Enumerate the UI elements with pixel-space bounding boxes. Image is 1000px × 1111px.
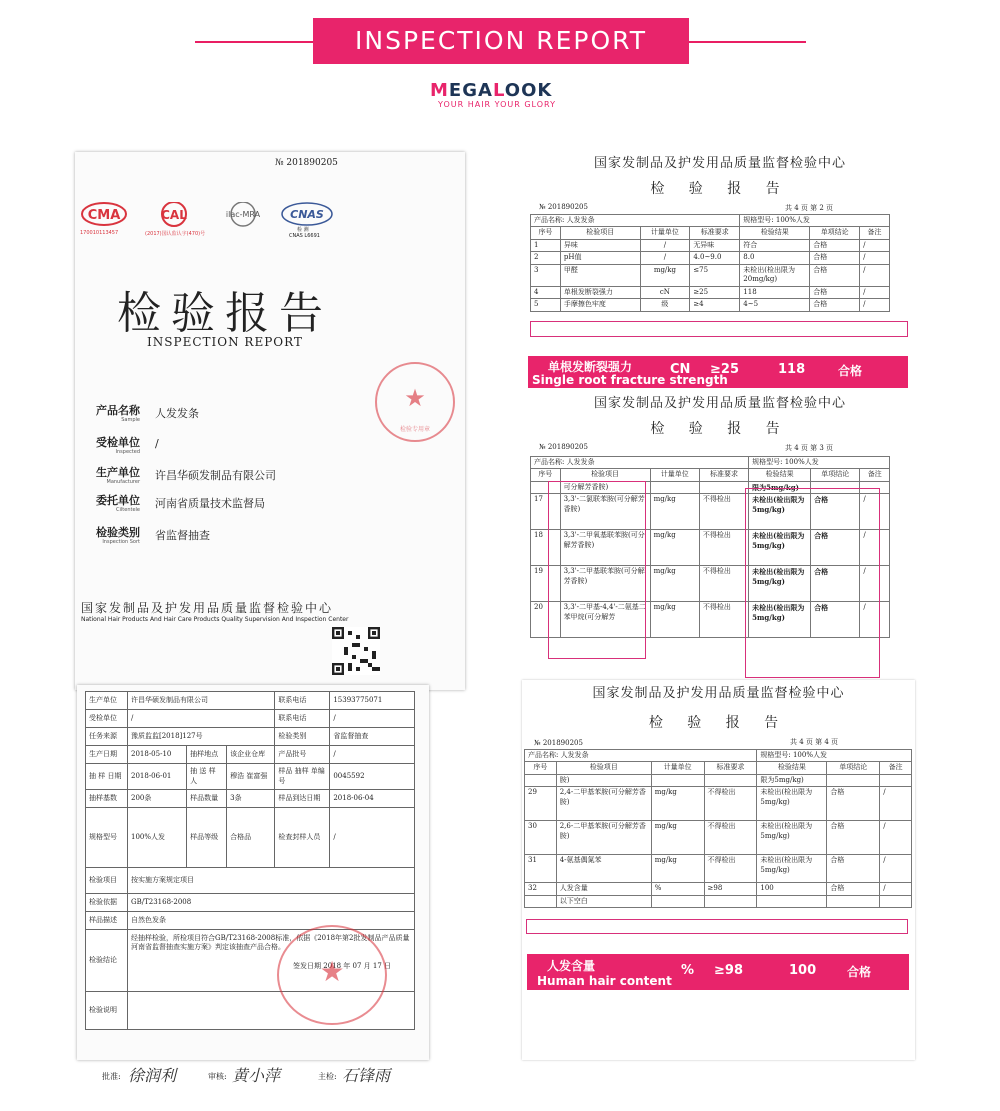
- page3-table: 产品名称: 人发发条 规格型号: 100%人发 序号 检验项目 计量单位 标准要求 检验结果 单项结论 备注 可分解芳香胺) 限为5mg/kg) 17 3,3'-二氯联苯胺(可分解芳香胺) mg/kg 不得检出 未检出(检出限为5mg/kg) 合格 / 18 3,3'-二甲氧基联苯胺(可分解芳香胺) mg/kg 不得检出 未检出(检出限为5mg/kg) 合格 / 19 3,3'-二甲基联苯胺(可分解芳香胺) mg/kg 不得检出 未检出(检出限为5mg/kg) 合格 / 20 3,3'-二甲基-4,4'-二氨基二苯甲烷(可分解芳 mg/kg 不得检出 未检出(检出限为5mg/kg) 合格 /: [530, 456, 890, 638]
- field-sample: 产品名称 Sample 人发发条: [96, 404, 199, 423]
- page2-title: 检 验 报 告: [650, 181, 790, 197]
- approve-signature: 徐润利: [128, 1066, 177, 1085]
- svg-text:CNAS: CNAS: [290, 208, 324, 221]
- page2-report-no: № 201890205: [539, 203, 588, 211]
- main-label: 主检:: [318, 1072, 337, 1081]
- table-row: 19 3,3'-二甲基联苯胺(可分解芳香胺) mg/kg 不得检出 未检出(检出限为5mg/kg) 合格 /: [531, 566, 890, 602]
- review-label: 审核:: [208, 1072, 227, 1081]
- svg-text:ilac-MRA: ilac-MRA: [225, 210, 261, 219]
- table-row: 18 3,3'-二甲氧基联苯胺(可分解芳香胺) mg/kg 不得检出 未检出(检出限为5mg/kg) 合格 /: [531, 530, 890, 566]
- red-seal-stamp: ★ 检验专用章: [375, 362, 455, 442]
- table-row: 29 2,4-二甲基苯胺(可分解芳香胺) mg/kg 不得检出 未检出(检出限为5mg/kg) 合格 /: [525, 787, 912, 821]
- cal-logo: [150, 202, 198, 230]
- field-inspected-value: /: [155, 437, 159, 450]
- cnas-small: 检 测: [297, 227, 309, 233]
- page4-report-no: № 201890205: [534, 739, 583, 747]
- table-row: 4 单根发断裂强力 cN ≥25 118 合格 /: [531, 286, 890, 298]
- ilac-logo: [217, 202, 265, 230]
- table-row: 20 3,3'-二甲基-4,4'-二氨基二苯甲烷(可分解芳 mg/kg 不得检出 未检出(检出限为5mg/kg) 合格 /: [531, 602, 890, 638]
- cma-logo: [80, 202, 128, 230]
- page2-highlight-box: [530, 321, 908, 337]
- highlight-item-en: Single root fracture strength: [532, 373, 728, 387]
- highlight-item-cn: 人发含量: [547, 959, 596, 973]
- page3-report-no: № 201890205: [539, 443, 588, 451]
- page4-table: 产品名称: 人发发条 规格型号: 100%人发 序号 检验项目 计量单位 标准要求 检验结果 单项结论 备注 胺) 限为5mg/kg) 29 2,4-二甲基苯胺(可分解芳香胺) mg/kg 不得检出 未检出(检出限为5mg/kg) 合格 / 30 2,6-二甲基苯胺(可分解芳香胺) mg/kg 不得检出 未检出(检出限为5mg/kg) 合格 / 31 4-氨基偶氮苯 mg/kg 不得检出 未检出(检出限为5mg/kg) 合格 / 32 人发含量 % ≥98 100 合格 / 以下空白: [524, 749, 912, 908]
- highlight-req: ≥25: [710, 362, 739, 377]
- page3-org: 国家发制品及护发用品质量监督检验中心: [593, 396, 846, 411]
- field-sort-value: 省监督抽查: [155, 529, 210, 542]
- summary-conclusion: 经抽样检验，所检项目符合GB/T23168-2008标准，依据《2018年第2批发制品产品质量河南省监督抽查实施方案》判定该抽查产品合格。: [131, 934, 410, 952]
- page4-page-info: 共 4 页 第 4 页: [790, 738, 839, 746]
- page4-highlight-bar: [527, 954, 909, 990]
- signature-row: [90, 1065, 430, 1095]
- highlight-req: ≥98: [714, 963, 743, 978]
- center-name-en: National Hair Products And Hair Care Products Quality Supervision And Inspection Center: [81, 616, 349, 623]
- summary-sheet: [77, 685, 429, 1060]
- table-row: 30 2,6-二甲基苯胺(可分解芳香胺) mg/kg 不得检出 未检出(检出限为5mg/kg) 合格 /: [525, 821, 912, 855]
- summary-seal-stamp: ★: [277, 925, 387, 1025]
- table-row: 1 异味 / 无异味 符合 合格 /: [531, 239, 890, 251]
- cal-caption: (2017)国认监认字(470)号: [145, 231, 206, 237]
- table-row: 2 pH值 / 4.0~9.0 8.0 合格 /: [531, 252, 890, 264]
- field-client: 委托单位 Ciltentele 河南省质量技术监督局: [96, 494, 265, 513]
- brand-tagline: YOUR HAIR YOUR GLORY: [438, 100, 556, 109]
- svg-text:CMA: CMA: [87, 208, 121, 223]
- banner-title: INSPECTION REPORT: [313, 18, 689, 64]
- highlight-result: 118: [778, 362, 806, 377]
- highlight-conclusion: 合格: [838, 364, 863, 378]
- highlight-unit: CN: [670, 362, 691, 377]
- cover-title: 检验报告: [117, 288, 333, 339]
- highlight-item-cn: 单根发断裂强力: [548, 360, 633, 374]
- svg-text:CAL: CAL: [161, 208, 187, 222]
- page3-item-highlight: [548, 481, 646, 659]
- cnas-caption: CNAS L6691: [289, 233, 320, 239]
- review-signature: 黄小萍: [232, 1066, 281, 1085]
- center-name: 国家发制品及护发用品质量监督检验中心: [81, 601, 334, 615]
- field-client-value: 河南省质量技术监督局: [155, 497, 265, 510]
- qr-code: [332, 627, 380, 675]
- field-sort: 检验类别 Inspection Sort 省监督抽查: [96, 526, 210, 545]
- page4-title: 检 验 报 告: [648, 715, 789, 731]
- brand-logo: MEGALOOK: [430, 80, 553, 101]
- page4-highlight-box: [526, 919, 908, 934]
- table-row: 32 人发含量 % ≥98 100 合格 /: [525, 883, 912, 895]
- page2-org: 国家发制品及护发用品质量监督检验中心: [593, 156, 846, 171]
- page3-title: 检 验 报 告: [650, 421, 790, 437]
- summary-issue-date: 签发日期 2018 年 07 月 17 日: [293, 962, 391, 971]
- accreditation-logos: [75, 202, 465, 242]
- cover-page: [75, 152, 465, 690]
- highlight-conclusion: 合格: [847, 965, 872, 979]
- table-row: 17 3,3'-二氯联苯胺(可分解芳香胺) mg/kg 不得检出 未检出(检出限为5mg/kg) 合格 /: [531, 494, 890, 530]
- page3-result-highlight: [745, 488, 880, 678]
- report-page-4: [522, 680, 915, 1060]
- summary-table: 生产单位 许昌华硕发制品有限公司 联系电话 15393775071 受检单位 / 联系电话 / 任务来源 豫质监监[2018]127号 检验类别 省监督抽查 生产日期 2018-05-10 抽样地点 该企业仓库 产品批号 / 抽 样 日期 2018-06-01 抽 送 样 人 穆浩 崔富强 样品 抽样 单编号 0045592 抽样基数 200条 样品数量 3条 样品到达日期 2018-06-04 规格型号 100%人发 样品等级 合格品 检查封样人员 / 检验项目 按实施方案规定项目 检验依据 GB/T23168-2008 样品描述 自然色发条 检验结论 经抽样检验，所检项目符合GB/T23168-2008标准，依据《2018年第2批发制品产品质量河南省监督抽查实施方案》判定该抽查产品合格。 签发日期 2018 年 07 月 17 日 检验说明: [85, 691, 415, 1030]
- page2-highlight-bar: [528, 356, 908, 388]
- table-row: 3 甲醛 mg/kg ≤75 未检出(检出限为20mg/kg) 合格 /: [531, 264, 890, 286]
- approve-label: 批准:: [102, 1072, 121, 1081]
- table-row: 31 4-氨基偶氮苯 mg/kg 不得检出 未检出(检出限为5mg/kg) 合格 /: [525, 855, 912, 883]
- field-manufacturer: 生产单位 Manufacturer 许昌华硕发制品有限公司: [96, 466, 276, 485]
- cover-title-en: INSPECTION REPORT: [147, 335, 303, 349]
- page2-table: 产品名称: 人发发条 规格型号: 100%人发 序号 检验项目 计量单位 标准要求 检验结果 单项结论 备注 1 异味 / 无异味 符合 合格 / 2 pH值 / 4.0~9.0 8.0 合格 / 3 甲醛 mg/kg ≤75 未检出(检出限为20mg/kg) 合格 / 4 单根发断裂强力 cN ≥25 118 合格 / 5 手摩擦色牢度 级 ≥4 4~5 合格 /: [530, 214, 890, 312]
- highlight-item-en: Human hair content: [537, 974, 672, 988]
- field-manufacturer-value: 许昌华硕发制品有限公司: [155, 469, 276, 482]
- header-line-right: [689, 41, 806, 43]
- header-line-left: [195, 41, 313, 43]
- page2-page-info: 共 4 页 第 2 页: [785, 204, 834, 212]
- page4-org: 国家发制品及护发用品质量监督检验中心: [592, 686, 845, 701]
- table-row: 5 手摩擦色牢度 级 ≥4 4~5 合格 /: [531, 299, 890, 311]
- page3-page-info: 共 4 页 第 3 页: [785, 444, 834, 452]
- highlight-unit: %: [681, 963, 695, 978]
- highlight-result: 100: [789, 963, 817, 978]
- main-signature: 石锋雨: [342, 1066, 391, 1085]
- field-inspected: 受检单位 Inspected /: [96, 436, 159, 455]
- cma-caption: 170010113457: [80, 230, 119, 236]
- field-sample-value: 人发发条: [155, 407, 199, 420]
- cover-report-number: № 201890205: [275, 158, 338, 168]
